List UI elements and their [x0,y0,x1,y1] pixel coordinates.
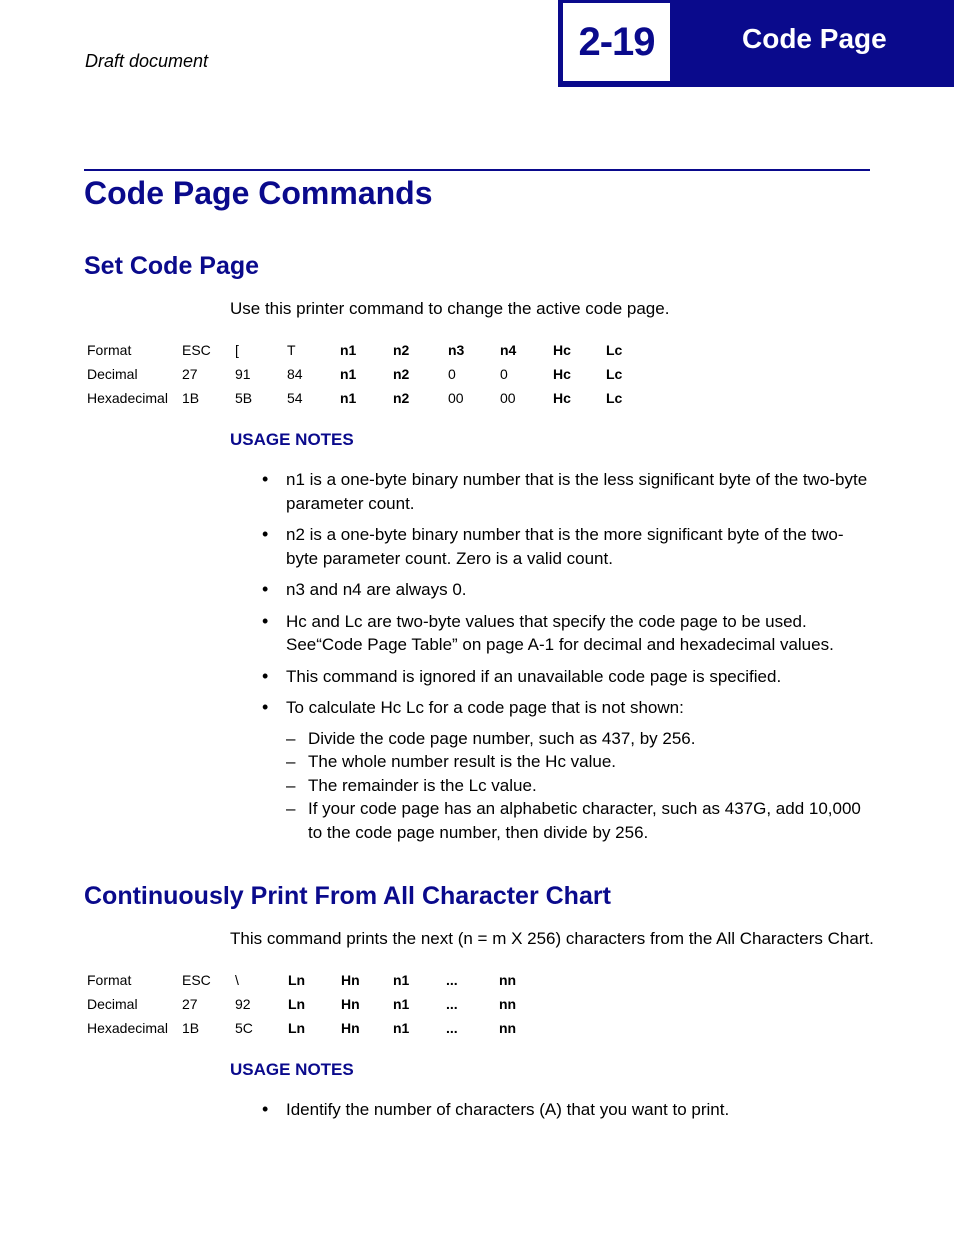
table-cell: n3 [448,342,465,358]
sub-notes-list [286,727,872,845]
table-cell: 84 [287,366,303,382]
page-number: 2-19 [563,3,670,81]
table-cell: Hexadecimal [87,1020,168,1036]
table-cell: n1 [393,996,410,1012]
table-cell: n1 [393,1020,410,1036]
table-cell: Decimal [87,366,138,382]
table-cell: 1B [182,1020,200,1036]
table-row [87,362,646,386]
usage-notes-list [262,1098,872,1130]
table-cell: Ln [288,996,306,1012]
table-cell: \ [235,972,239,988]
section-heading-set-code-page: Set Code Page [84,252,260,280]
command-format-table [87,968,539,1040]
table-cell: T [287,342,296,358]
dash-icon: – [286,752,296,771]
table-cell: Lc [606,342,623,358]
note-text: n1 is a one-byte binary number that is the less significant byte of the two-byte parameter count. [286,470,868,513]
usage-notes-heading: USAGE NOTES [230,1060,354,1079]
note-text: This command is ignored if an unavailable code page is specified. [286,666,782,686]
table-cell: 27 [182,366,198,382]
sub-note-text: Divide the code page number, such as 437, by 256. [308,728,696,748]
table-cell: Hn [341,996,360,1012]
sub-list-item [286,750,872,774]
table-row [87,386,646,410]
table-cell: 1B [182,390,200,406]
section-intro: Use this printer command to change the active code page. [230,299,670,318]
table-cell: nn [499,1020,517,1036]
table-row [87,968,539,992]
table-cell: n1 [340,366,357,382]
table-cell: Decimal [87,996,138,1012]
table-cell: Format [87,342,132,358]
list-item [262,468,872,515]
dash-icon: – [286,728,296,748]
bullet-icon: • [262,524,269,544]
table-cell: ESC [182,342,211,358]
sub-list-item [286,774,872,798]
usage-notes-heading: USAGE NOTES [230,430,354,449]
table-cell: n2 [393,366,410,382]
table-cell: n1 [340,390,357,406]
page-title: Code Page Commands [84,175,433,211]
table-cell: n2 [393,390,410,406]
table-cell: ... [446,972,458,988]
bullet-icon: • [262,665,269,686]
sub-list-item [286,797,872,844]
table-cell: Hn [341,1020,360,1036]
section-heading-continuously-print: Continuously Print From All Character Chart [84,882,611,910]
section-intro: This command prints the next (n = m X 256) characters from the All Characters Chart. [230,929,874,948]
chapter-title: Code Page [742,23,887,54]
table-cell: nn [499,972,517,988]
sub-list-item [286,727,872,751]
sub-note-text: The remainder is the Lc value. [308,775,537,795]
bullet-icon: • [262,1099,269,1119]
table-cell: 27 [182,996,198,1012]
table-cell: n2 [393,342,410,358]
table-cell: [ [235,342,239,358]
table-cell: 5B [235,390,253,406]
list-item [262,1098,872,1122]
note-text: n2 is a one-byte binary number that is the more significant byte of the two-byte parameter count. Zero is a valid count. [286,525,844,568]
title-rule [84,169,870,171]
table-cell: 0 [500,366,508,382]
table-cell: ESC [182,972,211,988]
table-cell: n1 [340,342,357,358]
note-text: n3 and n4 are always 0. [286,580,467,599]
table-cell: Lc [606,366,623,382]
dash-icon: – [286,775,296,795]
list-item [262,665,872,689]
table-cell: Hc [553,342,571,358]
table-cell: Ln [288,1020,306,1036]
table-cell: ... [446,996,458,1012]
table-cell: 91 [235,366,251,382]
table-cell: 92 [235,996,251,1012]
list-item [262,696,872,844]
list-item [262,610,872,657]
table-cell: Ln [288,972,306,988]
bullet-icon: • [262,697,269,717]
table-cell: Hn [341,972,360,988]
table-cell: 00 [500,390,516,406]
table-row [87,992,539,1016]
table-cell: Format [87,972,132,988]
table-cell: 00 [448,390,464,406]
table-cell: 54 [287,390,303,406]
bullet-icon: • [262,610,269,631]
table-cell: 0 [448,366,456,382]
table-row [87,338,646,362]
draft-label: Draft document [85,51,209,71]
bullet-icon: • [262,469,269,489]
command-format-table [87,338,646,410]
table-cell: nn [499,996,517,1012]
table-cell: Hc [553,366,571,382]
table-cell: Hexadecimal [87,390,168,406]
table-cell: n4 [500,342,517,358]
bullet-icon: • [262,579,269,599]
table-cell: Hc [553,390,571,406]
table-row [87,1016,539,1040]
usage-notes-list [262,468,872,852]
dash-icon: – [286,799,296,818]
note-text: To calculate Hc Lc for a code page that is not shown: [286,698,684,717]
table-cell: ... [446,1020,458,1036]
table-cell: Lc [606,390,623,406]
table-cell: 5C [235,1020,253,1036]
sub-note-text: If your code page has an alphabetic character, such as 437G, add 10,000 to the code page number, then divide by 256. [308,799,861,842]
table-cell: n1 [393,972,410,988]
note-text: Identify the number of characters (A) that you want to print. [286,1100,730,1119]
sub-note-text: The whole number result is the Hc value. [308,752,617,771]
list-item [262,523,872,570]
note-text: Hc and Lc are two-byte values that specify the code page to be used. See“Code Page Table” on page A-1 for decimal and hexadecimal values. [286,611,834,654]
list-item [262,578,872,602]
